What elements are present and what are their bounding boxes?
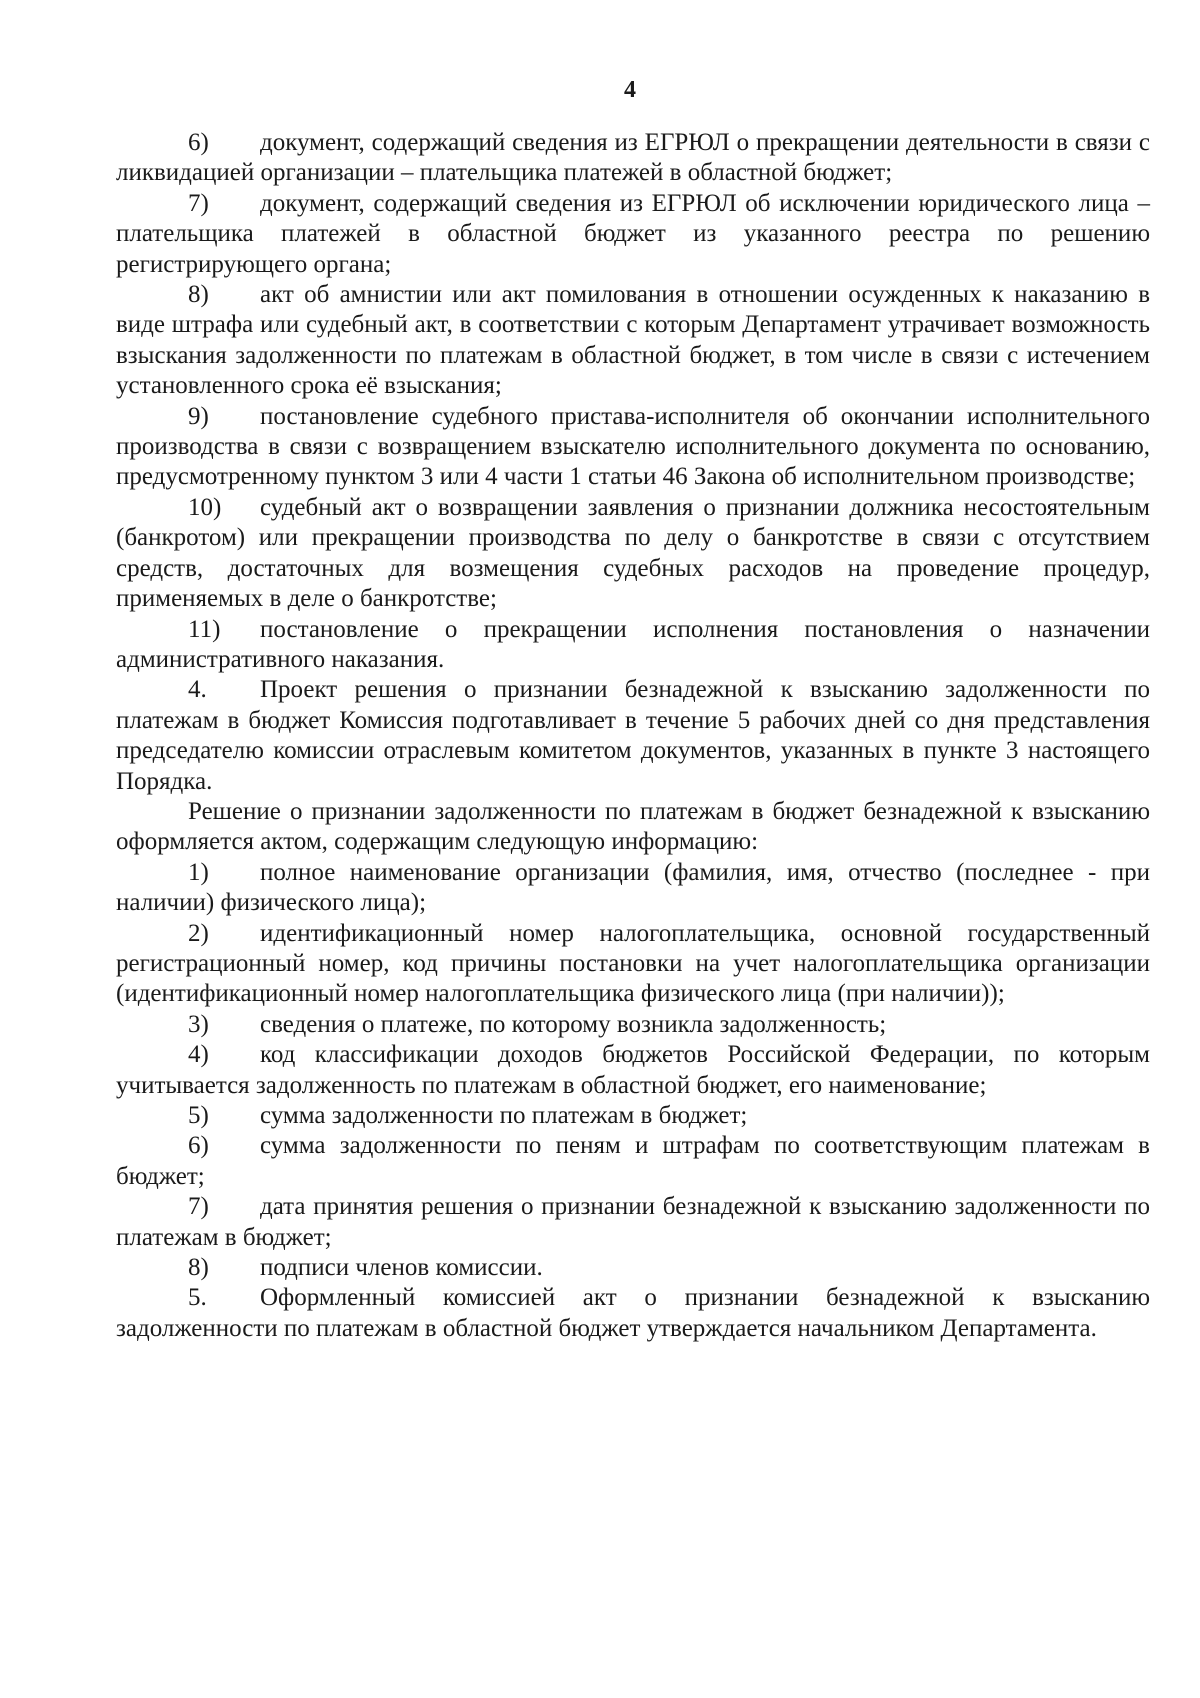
- item-text: код классификации доходов бюджетов Российской Федерации, по которым учитывается задолженность по платежам в областной бюджет, его наименование;: [116, 1041, 1150, 1099]
- page-number: 4: [624, 77, 636, 103]
- item-text: сумма задолженности по платежам в бюджет;: [260, 1102, 748, 1129]
- item-number: 11): [188, 615, 221, 643]
- item-text: постановление судебного пристава-исполнителя об окончании исполнительного производства в связи с возвращением взыскателю исполнительного документа по основанию, предусмотренному пунктом 3 или 4 части 1 статьи 46 Закона об исполнительном производстве;: [116, 402, 1150, 491]
- item-number: 8): [188, 1254, 209, 1282]
- act-item-4: [116, 1040, 1150, 1101]
- section-text: Проект решения о признании безнадежной к взысканию задолженности по платежам в бюджет Комиссия подготавливает в течение 5 рабочих дней со дня представления председателю комиссии отраслевым комитетом документов, указанных в пункте 3 настоящего Порядка.: [116, 676, 1150, 795]
- item-number: 7): [188, 189, 209, 217]
- item-text: документ, содержащий сведения из ЕГРЮЛ о прекращении деятельности в связи с ликвидацией организации – плательщика платежей в областной бюджет;: [116, 129, 1150, 187]
- act-item-1: [116, 858, 1150, 919]
- act-item-7: [116, 1192, 1150, 1253]
- section-number: 5.: [188, 1284, 207, 1312]
- act-item-6: [116, 1131, 1150, 1192]
- item-number: 5): [188, 1102, 209, 1129]
- item-text: идентификационный номер налогоплательщика, основной государственный регистрационный номер, код причины постановки на учет налогоплательщика организации (идентификационный номер налогоплательщика физического лица (при наличии));: [116, 919, 1150, 1008]
- item-text: подписи членов комиссии.: [260, 1254, 543, 1282]
- section-5: [116, 1283, 1150, 1344]
- document-body: [116, 128, 1150, 1344]
- item-text: постановление о прекращении исполнения постановления о назначении административного наказания.: [116, 615, 1150, 673]
- act-item-5: [116, 1101, 1150, 1131]
- item-text: полное наименование организации (фамилия, имя, отчество (последнее - при наличии) физического лица);: [116, 858, 1150, 917]
- list-item-10: [116, 493, 1150, 615]
- item-number: 8): [188, 281, 209, 309]
- item-text: документ, содержащий сведения из ЕГРЮЛ об исключении юридического лица – плательщика платежей в областной бюджет из указанного реестра по решению регистрирующего органа;: [116, 189, 1150, 278]
- item-text: акт об амнистии или акт помилования в отношении осужденных к наказанию в виде штрафа или судебный акт, в соответствии с которым Департамент утрачивает возможность взыскания задолженности по платежам в областной бюджет, в том числе в связи с истечением установленного срока её взыскания;: [116, 281, 1150, 400]
- section-number: 4.: [188, 676, 207, 704]
- list-item-9: [116, 402, 1150, 493]
- act-item-2: [116, 919, 1150, 1010]
- item-number: 1): [188, 858, 209, 886]
- list-item-8: [116, 280, 1150, 402]
- act-item-3: [116, 1010, 1150, 1040]
- item-number: 6): [188, 1132, 209, 1160]
- section-text: Оформленный комиссией акт о признании безнадежной к взысканию задолженности по платежам в областной бюджет утверждается начальником Департамента.: [116, 1284, 1150, 1342]
- item-number: 4): [188, 1041, 209, 1069]
- list-item-6: [116, 128, 1150, 189]
- item-text: судебный акт о возвращении заявления о признании должника несостоятельным (банкротом) или прекращении производства по делу о банкротстве в связи с отсутствием средств, достаточных для возмещения судебных расходов на проведение процедур, применяемых в деле о банкротстве;: [116, 493, 1150, 613]
- item-text: сведения о платеже, по которому возникла задолженность;: [260, 1010, 887, 1038]
- item-number: 7): [188, 1193, 209, 1221]
- item-number: 9): [188, 402, 209, 430]
- item-number: 2): [188, 919, 209, 947]
- item-text: сумма задолженности по пеням и штрафам по соответствующим платежам в бюджет;: [116, 1132, 1150, 1190]
- item-number: 3): [188, 1010, 209, 1038]
- item-text: дата принятия решения о признании безнадежной к взысканию задолженности по платежам в бюджет;: [116, 1193, 1150, 1251]
- list-item-11: [116, 615, 1150, 676]
- section-4: [116, 675, 1150, 797]
- item-number: 6): [188, 129, 209, 156]
- act-intro-paragraph: [116, 797, 1150, 858]
- list-item-7: [116, 189, 1150, 280]
- paragraph-text: Решение о признании задолженности по платежам в бюджет безнадежной к взысканию оформляется актом, содержащим следующую информацию:: [116, 797, 1150, 856]
- act-item-8: [116, 1253, 1150, 1283]
- item-number: 10): [188, 493, 222, 521]
